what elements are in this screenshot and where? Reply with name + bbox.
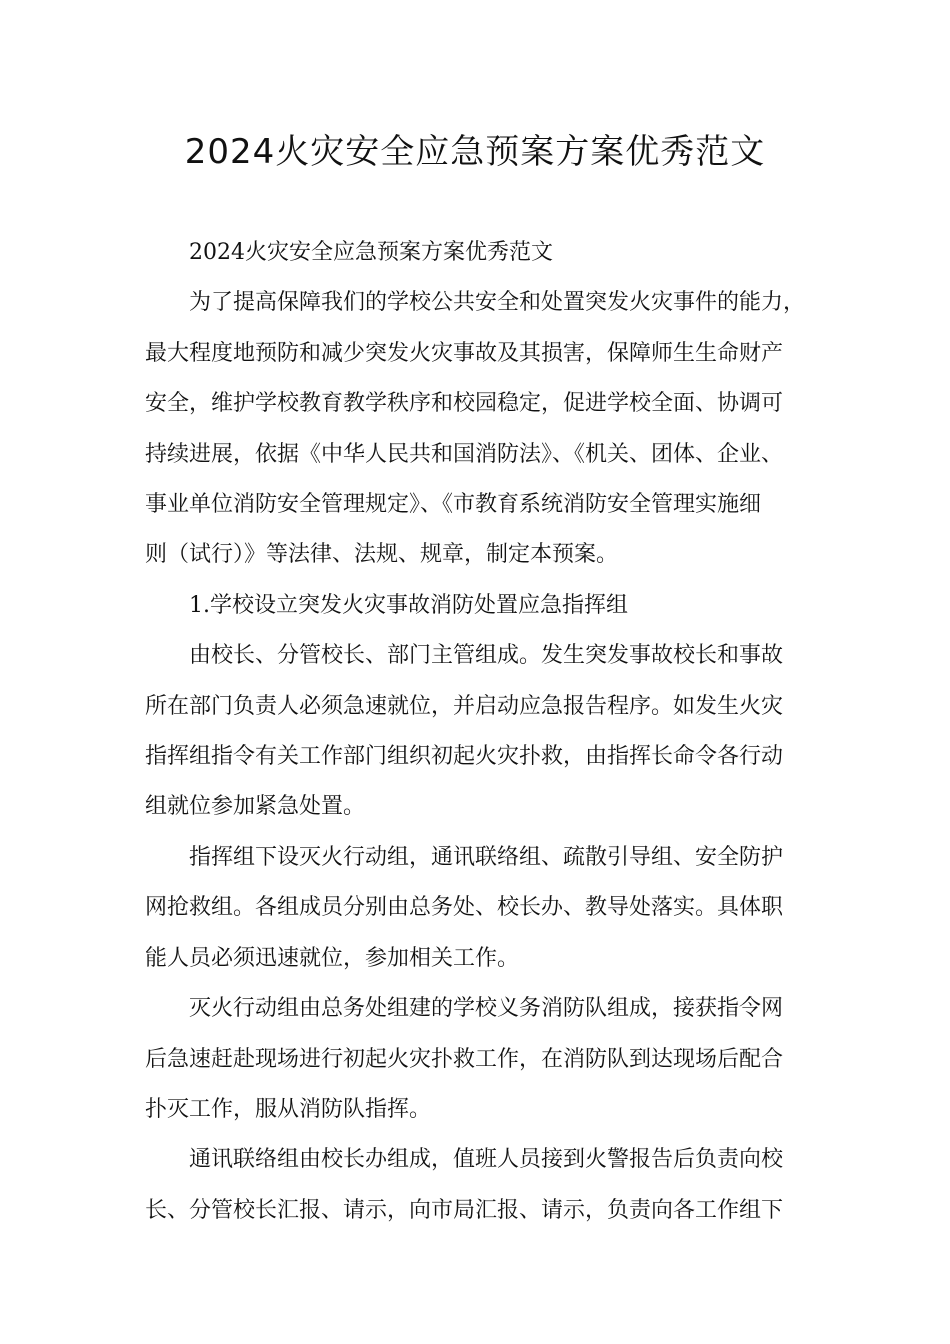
paragraph-firefighting-group: 灭火行动组由总务处组建的学校义务消防队组成，接获指令网 后急速赶赴现场进行初起火灾扑救工作，在消防队到达现场后配合 扑灭工作，服从消防队指挥。 xyxy=(145,996,784,1122)
document-body xyxy=(145,228,825,1236)
document-title: 2024火灾安全应急预案方案优秀范文 xyxy=(184,132,766,172)
paragraph-intro: 为了提高保障我们的学校公共安全和处置突发火灾事件的能力， 最大程度地预防和减少突发火灾事故及其损害，保障师生生命财产 安全，维护学校教育教学秩序和校园稳定，促进学校全面、协调可 持续进展，依据《中华人民共和国消防法》、《机关、团体、企业、 事业单位消防安全管理规定》、《市教育系统消防安全管理实施细 则（试行）》等法律、法规、规章，制定本预案。 xyxy=(145,290,806,568)
paragraph-communication-group: 通讯联络组由校长办组成，值班人员接到火警报告后负责向校 长、分管校长汇报、请示，向市局汇报、请示，负责向各工作组下 xyxy=(145,1147,784,1223)
paragraph-subtitle: 2024火灾安全应急预案方案优秀范文 xyxy=(189,240,553,265)
paragraph-subgroups: 指挥组下设灭火行动组，通讯联络组、疏散引导组、安全防护 网抢救组。各组成员分别由总务处、校长办、教导处落实。具体职 能人员必须迅速就位，参加相关工作。 xyxy=(145,844,784,971)
paragraph-section-heading: 1.学校设立突发火灾事故消防处置应急指挥组 xyxy=(189,592,628,618)
paragraph-command-group: 由校长、分管校长、部门主管组成。发生突发事故校长和事故 所在部门负责人必须急速就位，并启动应急报告程序。如发生火灾 指挥组指令有关工作部门组织初起火灾扑救，由指挥长命令各行动 组就位参加紧急处置。 xyxy=(145,643,784,820)
